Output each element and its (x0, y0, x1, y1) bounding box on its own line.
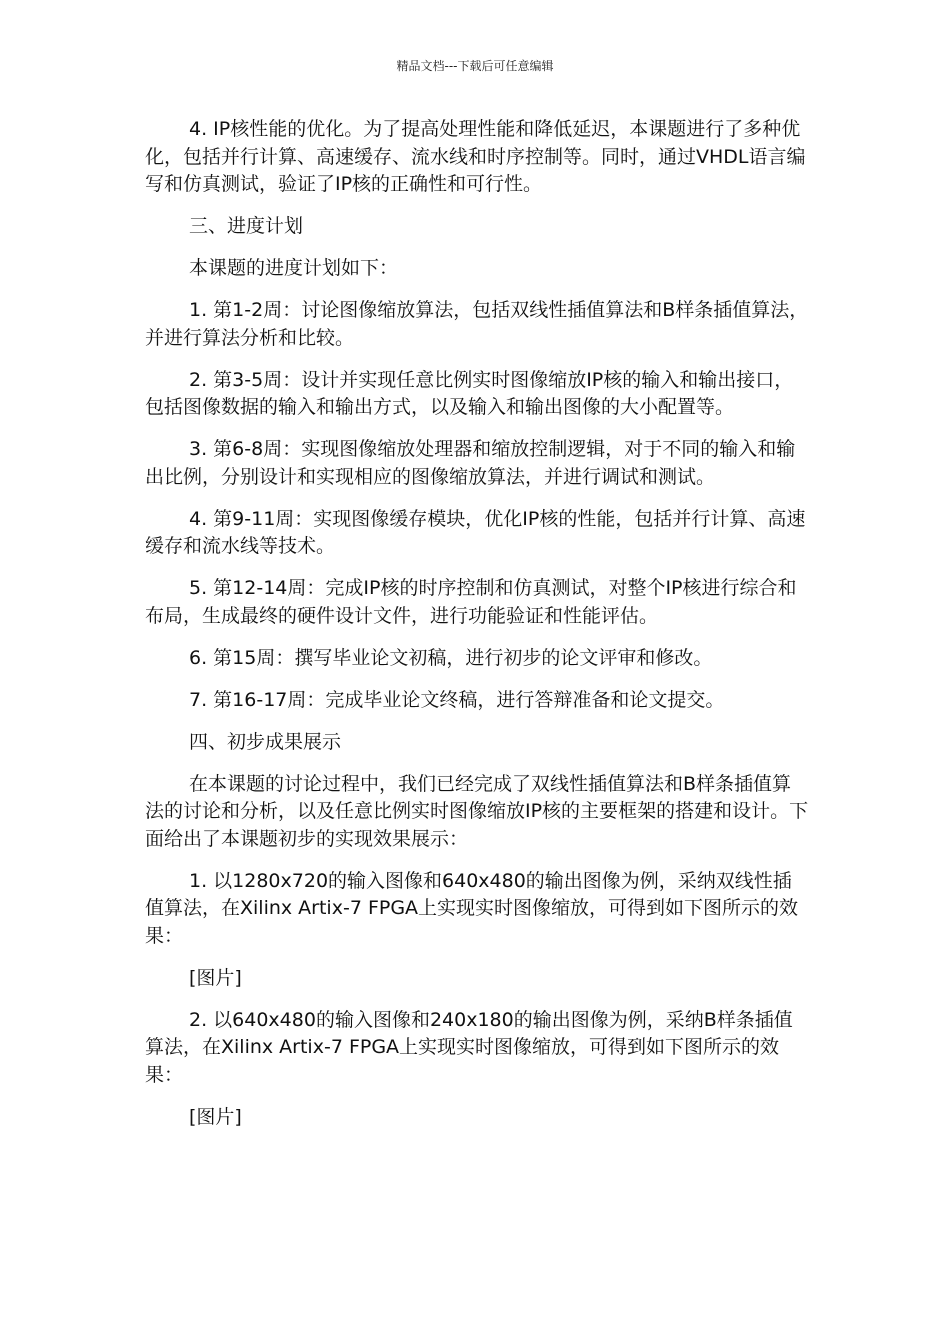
paragraph-schedule-intro: 本课题的进度计划如下： (189, 257, 399, 279)
page-header: 精品文档---下载后可任意编辑 (396, 59, 554, 73)
paragraph-results-intro: 在本课题的讨论过程中，我们已经完成了双线性插值算法和B样条插值算法的讨论和分析，以及任意比例实时图像缩放IP核的主要框架的搭建和设计。下面给出了本课题初步的实现效果展示： (145, 772, 809, 850)
schedule-item-2: 2. 第3-5周：设计并实现任意比例实时图像缩放IP核的输入和输出接口，包括图像数据的输入和输出方式，以及输入和输出图像的大小配置等。 (145, 368, 794, 418)
image-placeholder-1: [图片] (189, 966, 242, 989)
section-heading-results: 四、初步成果展示 (189, 730, 342, 753)
schedule-item-3: 3. 第6-8周：实现图像缩放处理器和缩放控制逻辑，对于不同的输入和输出比例，分别设计和实现相应的图像缩放算法，并进行调试和测试。 (145, 438, 796, 488)
schedule-item-4: 4. 第9-11周：实现图像缓存模块，优化IP核的性能，包括并行计算、高速缓存和流水线等技术。 (145, 507, 806, 557)
schedule-item-5: 5. 第12-14周：完成IP核的时序控制和仿真测试，对整个IP核进行综合和布局，生成最终的硬件设计文件，进行功能验证和性能评估。 (145, 577, 797, 627)
schedule-item-6: 6. 第15周：撰写毕业论文初稿，进行初步的论文评审和修改。 (189, 646, 713, 669)
image-placeholder-2: [图片] (189, 1105, 242, 1128)
document-body (145, 116, 810, 1146)
result-item-1: 1. 以1280x720的输入图像和640x480的输出图像为例，采纳双线性插值算法，在Xilinx Artix-7 FPGA上实现实时图像缩放，可得到如下图所示的效果： (145, 869, 799, 947)
schedule-item-1: 1. 第1-2周：讨论图像缩放算法，包括双线性插值算法和B样条插值算法，并进行算法分析和比较。 (145, 299, 809, 349)
result-item-2: 2. 以640x480的输入图像和240x180的输出图像为例，采纳B样条插值算法，在Xilinx Artix-7 FPGA上实现实时图像缩放，可得到如下图所示的效果： (145, 1008, 793, 1086)
section-heading-schedule: 三、进度计划 (189, 215, 304, 237)
paragraph-ip-optimization: 4. IP核性能的优化。为了提高处理性能和降低延迟，本课题进行了多种优化，包括并行计算、高速缓存、流水线和时序控制等。同时，通过VHDL语言编写和仿真测试，验证了IP核的正确性和可行性。 (145, 118, 806, 195)
schedule-item-7: 7. 第16-17周：完成毕业论文终稿，进行答辩准备和论文提交。 (189, 688, 725, 711)
